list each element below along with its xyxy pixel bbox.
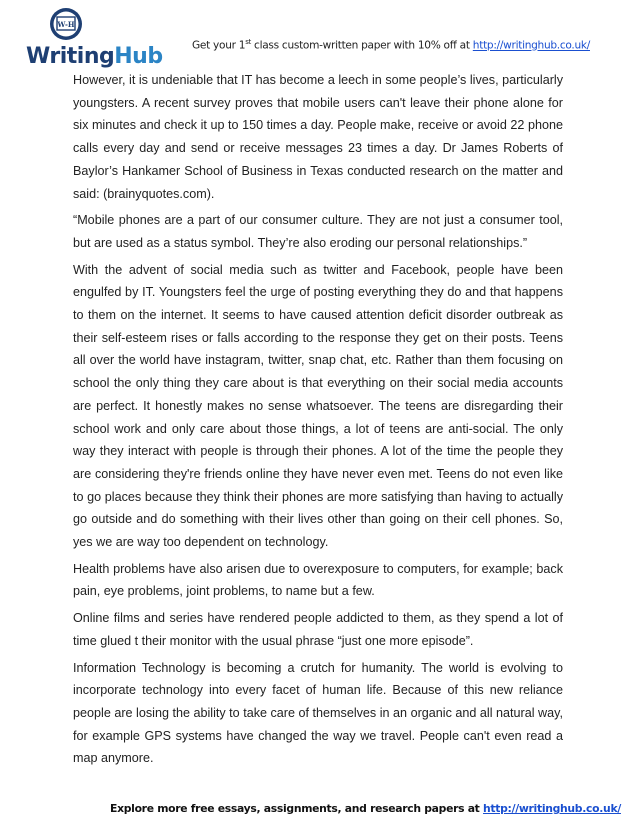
paragraph-1: However, it is undeniable that IT has become a leech in some people’s lives, particularly youngsters. A recent survey proves that mobile users can't leave their phone alone for six minutes and check it up to 150 times a day. People make, receive or avoid 22 phone calls every day and send or receive messages 23 times a day. Dr James Roberts of Baylor’s Hankamer School of Business in Texas conducted research on the matter and said: (brainyquotes.com). [73,73,563,201]
paragraph-3: With the advent of social media such as twitter and Facebook, people have been engulfed by IT. Youngsters feel the urge of posting everything they do and that happens to them on the internet. It seems to have caused attention deficit disorder outbreak as their self-esteem rises or falls according to the response they get on their posts. Teens all over the world have instagram, twitter, snap chat, etc. Rather than them focusing on school the only thing they care about is that everything on their social media accounts are perfect. It honestly makes no sense whatsoever. The teens are disregarding their school work and only care about those things, a lot of teens are anti-social. The only way they interact with people is through their phones. A lot of the time the people they are considering they're friends online they have never even met. Teens do not even like to go places because they think their phones are more satisfying than having to actually go outside and do something with their lives other than going on their cell phones. So, yes we are way too dependent on technology. [73,262,563,550]
logo-badge-icon [12,6,132,46]
header-promo-link[interactable]: http://writinghub.co.uk/ [472,39,590,52]
promo-superscript: st [245,38,251,46]
paragraph-quote: “Mobile phones are a part of our consumer culture. They are not just a consumer tool, but are used as a status symbol. They’re also eroding our personal relationships.” [73,213,563,250]
logo-wordmark [26,44,163,69]
paragraph-4: Health problems have also arisen due to overexposure to computers, for example; back pain, eye problems, joint problems, to name but a few. [73,561,563,599]
writinghub-logo[interactable] [12,6,163,69]
logo-word-hub: Hub [114,44,163,69]
header-promo [192,38,590,52]
essay-body [73,69,563,774]
footer-text: Explore more free essays, assignments, and research papers at [110,802,484,815]
logo-word-writing: Writing [26,44,115,69]
paragraph-5: Online films and series have rendered people addicted to them, as they spend a lot of time glued t their monitor with the usual phrase “just one more episode”. [73,611,563,648]
paragraph-6: Information Technology is becoming a crutch for humanity. The world is evolving to incorporate technology into every facet of human life. Because of this new reliance people are losing the ability to take care of themselves in an organic and all natural way, for example GPS systems have changed the way we travel. People can't even read a map anymore. [73,660,563,766]
promo-middle: class custom-written paper with 10% off at [250,39,473,52]
footer-link[interactable]: http://writinghub.co.uk/ [483,802,621,815]
logo-badge-text: W-H [57,20,75,29]
promo-prefix: Get your 1 [192,39,246,52]
footer-promo [110,802,621,815]
